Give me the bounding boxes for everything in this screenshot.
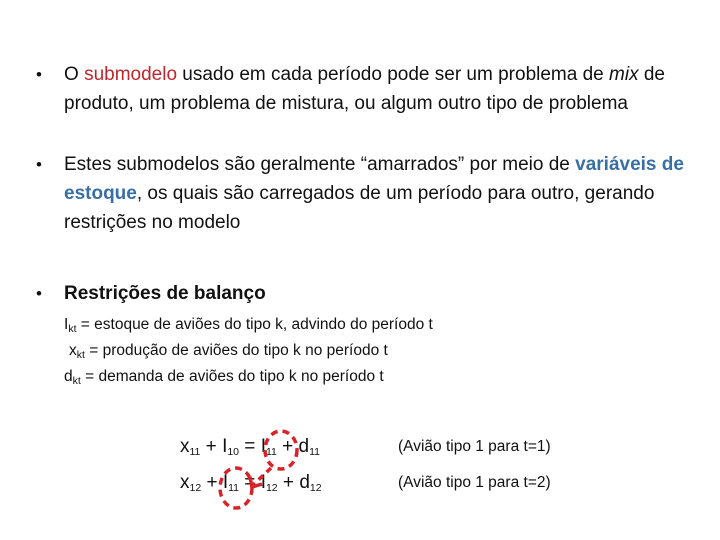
dashed-circle-annotation [265,431,297,469]
italic-term: mix [609,64,639,85]
definition-text: = produção de aviões do tipo k no período t [84,342,388,359]
equation-2-note: (Avião tipo 1 para t=2) [398,474,551,491]
eq-operator: = [239,436,261,457]
eq-operator: = [239,472,261,493]
subscript: kt [72,375,81,387]
subscript: kt [76,349,85,361]
subscript: 12 [189,482,202,494]
eq-term: I [260,472,266,493]
eq-operator: + [201,472,223,493]
bullet-dot-icon: • [36,284,42,303]
text-span: de produto, um problema de mistura, ou algum outro tipo de problema [64,64,665,114]
dashed-arrow-annotation [253,468,271,485]
subscript: 11 [189,446,201,458]
subscript: 11 [309,446,321,458]
highlight-term: submodelo [84,64,178,85]
eq-term: I [260,436,266,457]
equation-1-note: (Avião tipo 1 para t=1) [398,438,551,455]
eq-operator: + [200,436,223,457]
subscript: 11 [265,446,277,458]
symbol: I [64,316,69,333]
symbol: d [64,368,73,385]
subscript: 10 [227,446,240,458]
section-heading: Restrições de balanço [64,283,266,304]
eq-term: I [222,436,228,457]
eq-term: x [180,472,190,493]
text-span: , os quais são carregados de um período para outro, gerando restrições no modelo [64,183,655,233]
eq-term: d [299,472,310,493]
eq-term: d [298,436,310,457]
subscript: 11 [228,482,240,494]
eq-term: I [222,472,229,493]
bullet-dot-icon: • [36,65,42,84]
definition-text: = demanda de aviões do tipo k no período t [80,368,384,385]
text-span: O [64,64,85,85]
symbol: x [69,342,77,359]
eq-term: x [180,436,190,457]
highlight-term: variáveis de estoque [64,154,684,204]
eq-operator: + [276,436,299,457]
definition-text: = estoque de aviões do tipo k, advindo do período t [76,316,433,333]
subscript: 12 [265,482,278,494]
subscript: 12 [309,482,322,494]
dashed-circle-annotation [220,468,252,508]
bullet-dot-icon: • [36,155,42,174]
subscript: kt [68,323,77,335]
eq-operator: + [277,472,300,493]
text-span: usado em cada período pode ser um problema de [177,64,610,85]
text-span: Estes submodelos são geralmente “amarrados” por meio de [64,154,576,175]
